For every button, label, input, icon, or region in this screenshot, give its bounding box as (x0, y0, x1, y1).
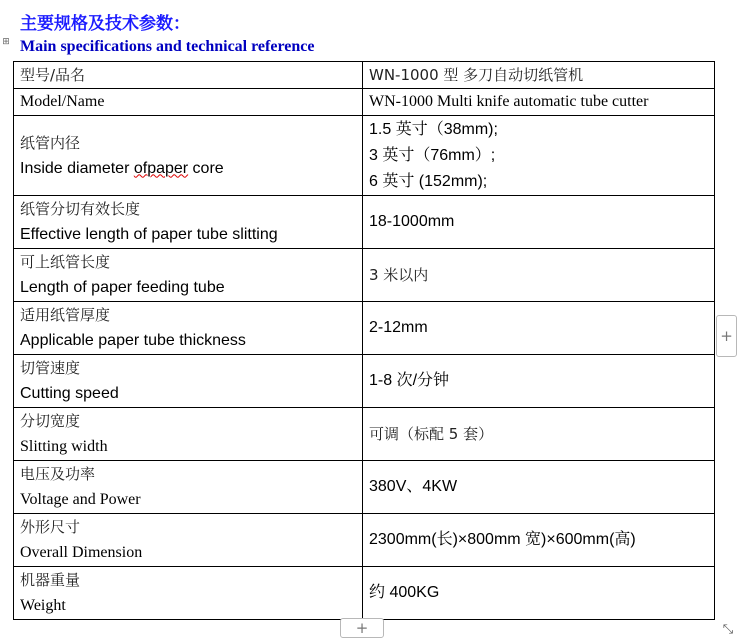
row-label-en: Effective length of paper tube slitting (20, 226, 278, 243)
table-cell-value[interactable] (363, 302, 715, 355)
table-cell-label[interactable] (14, 355, 363, 408)
table-row (14, 567, 715, 620)
table-cell-value[interactable] (363, 567, 715, 620)
table-cell-label[interactable] (14, 62, 363, 89)
row-label-cn: 切管速度 (20, 359, 81, 377)
table-cell-value[interactable] (363, 62, 715, 89)
table-cell-label[interactable] (14, 89, 363, 116)
row-value: 2-12mm (369, 319, 428, 336)
table-cell-value[interactable] (363, 408, 715, 461)
row-value-line: 1.5 英寸（38mm); (369, 120, 498, 138)
table-cell-label[interactable] (14, 116, 363, 196)
row-value: 可调（标配 5 套） (369, 425, 494, 443)
table-row (14, 302, 715, 355)
table-row (14, 461, 715, 514)
row-label-cn: 机器重量 (20, 571, 81, 589)
table-cell-value[interactable] (363, 196, 715, 249)
row-label-en (20, 156, 356, 182)
row-label-en: Slitting width (20, 438, 108, 455)
row-label-cn: 适用纸管厚度 (20, 306, 111, 324)
table-row (14, 62, 715, 89)
heading-english: Main specifications and technical reference (20, 38, 315, 55)
table-move-handle[interactable]: ⊞ (2, 37, 10, 47)
table-cell-label[interactable] (14, 514, 363, 567)
table-cell-value[interactable] (363, 249, 715, 302)
table-row (14, 514, 715, 567)
row-label-cn: 可上纸管长度 (20, 253, 111, 271)
row-value: 约 400KG (369, 584, 440, 601)
table-cell-label[interactable] (14, 461, 363, 514)
table-row (14, 116, 715, 196)
row-label-cn: 纸管内径 (20, 133, 81, 152)
row-label-cn: 外形尺寸 (20, 518, 81, 536)
row-label-en: Model/Name (20, 93, 105, 110)
table-row (14, 89, 715, 116)
table-cell-value[interactable] (363, 461, 715, 514)
add-row-button[interactable]: + (340, 618, 384, 638)
table-cell-value[interactable] (363, 355, 715, 408)
table-resize-icon[interactable]: ⤡ (722, 621, 734, 637)
row-value: 1-8 次/分钟 (369, 372, 450, 389)
table-row (14, 355, 715, 408)
row-label-cn: 电压及功率 (20, 465, 96, 483)
row-label-cn: 纸管分切有效长度 (20, 200, 141, 218)
row-label-en: Overall Dimension (20, 544, 143, 561)
row-label-cn: 分切宽度 (20, 412, 81, 430)
row-label-en: Cutting speed (20, 385, 119, 402)
table-cell-value[interactable] (363, 116, 715, 196)
table-cell-label[interactable] (14, 249, 363, 302)
table-row (14, 196, 715, 249)
row-label-cn: 型号/品名 (20, 66, 86, 84)
row-value: 380V、4KW (369, 478, 458, 495)
row-label-en: Weight (20, 597, 66, 614)
table-cell-value[interactable] (363, 514, 715, 567)
row-value-line: 3 英寸（76mm）; (369, 146, 496, 164)
table-cell-label[interactable] (14, 196, 363, 249)
row-value: WN-1000 型 多刀自动切纸管机 (369, 66, 584, 84)
heading-chinese: 主要规格及技术参数： (20, 14, 190, 34)
table-cell-value[interactable] (363, 89, 715, 116)
row-label-en: Length of paper feeding tube (20, 279, 225, 296)
row-value-line: 6 英寸 (152mm); (369, 172, 488, 190)
spec-table (13, 61, 715, 620)
add-column-button[interactable]: + (716, 315, 737, 357)
row-label-en-text: Inside diameter ofpaper core (20, 159, 224, 177)
row-label-en: Applicable paper tube thickness (20, 332, 246, 349)
table-row (14, 408, 715, 461)
row-value: 3 米以内 (369, 266, 429, 284)
spellcheck-underline[interactable]: ofpaper (133, 159, 189, 177)
row-label-en: Voltage and Power (20, 491, 141, 508)
table-cell-label[interactable] (14, 408, 363, 461)
table-cell-label[interactable] (14, 302, 363, 355)
table-cell-label[interactable] (14, 567, 363, 620)
row-value: 18-1000mm (369, 213, 455, 230)
row-value: WN-1000 Multi knife automatic tube cutter (369, 93, 649, 110)
row-value: 2300mm(长)×800mm 宽)×600mm(高) (369, 531, 636, 548)
table-row (14, 249, 715, 302)
